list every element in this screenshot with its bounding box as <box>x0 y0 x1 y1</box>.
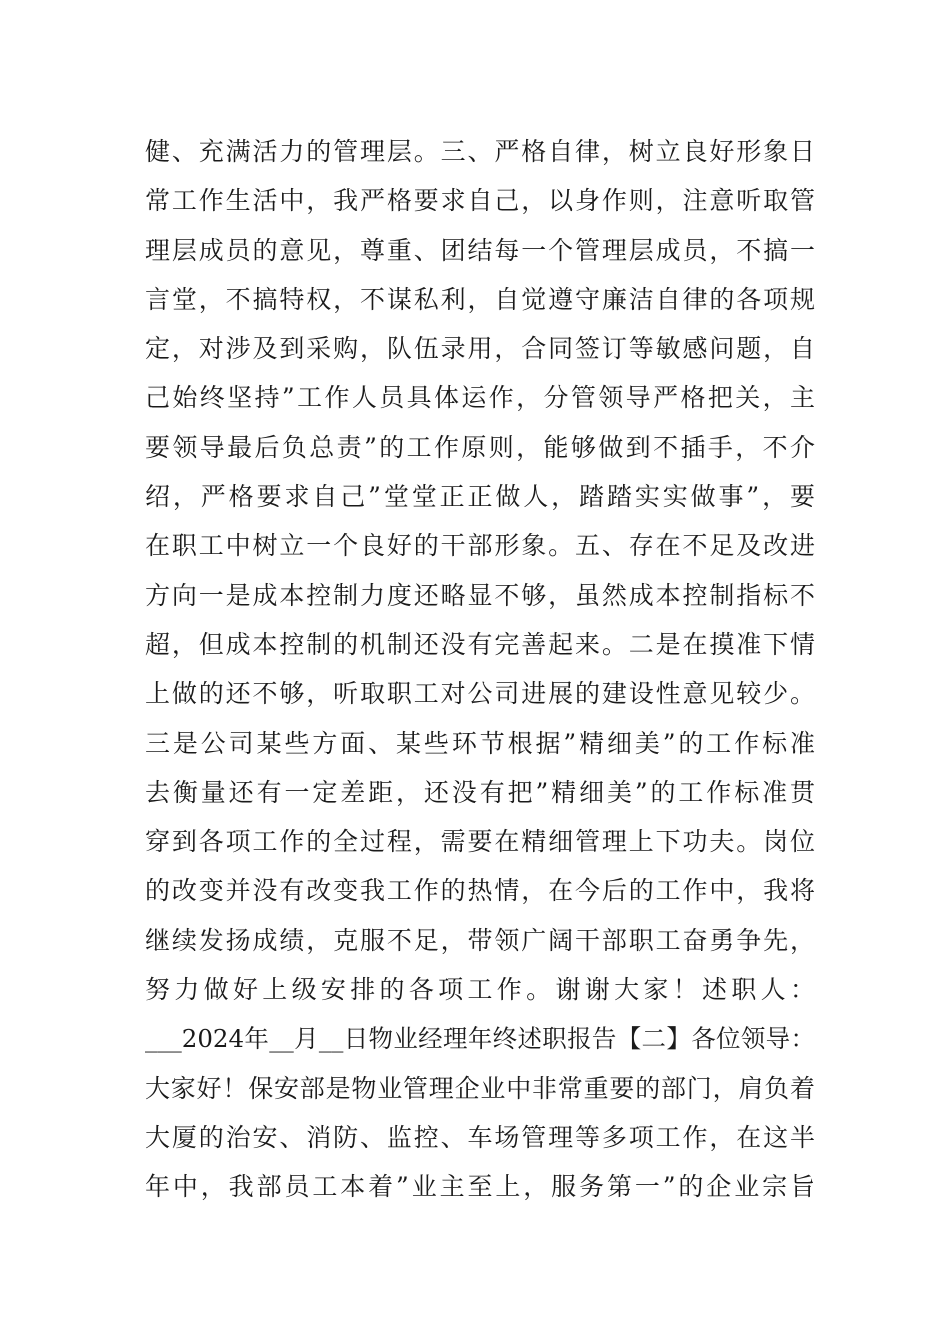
text-line: 要领导最后负总责”的工作原则，能够做到不插手，不介 <box>145 432 815 462</box>
text-line: 的改变并没有改变我工作的热情，在今后的工作中，我将 <box>145 876 815 906</box>
text-line: 常工作生活中，我严格要求自己，以身作则，注意听取管 <box>145 186 815 216</box>
text-line: 己始终坚持”工作人员具体运作，分管领导严格把关，主 <box>145 383 815 413</box>
text-line: 三是公司某些方面、某些环节根据”精细美”的工作标准 <box>145 728 815 758</box>
text-line: 大厦的治安、消防、监控、车场管理等多项工作，在这半 <box>145 1122 815 1152</box>
text-line: 绍，严格要求自己”堂堂正正做人，踏踏实实做事”，要 <box>145 482 815 512</box>
text-line: 穿到各项工作的全过程，需要在精细管理上下功夫。岗位 <box>145 827 815 857</box>
text-line: 努力做好上级安排的各项工作。谢谢大家！述职人： <box>145 975 815 1005</box>
text-line: 健、充满活力的管理层。三、严格自律，树立良好形象日 <box>145 137 815 166</box>
text-line: 在职工中树立一个良好的干部形象。五、存在不足及改进 <box>145 531 815 561</box>
text-line: 方向一是成本控制力度还略显不够，虽然成本控制指标不 <box>145 580 815 610</box>
body-text <box>145 127 815 1212</box>
text-line: 年中，我部员工本着”业主至上，服务第一”的企业宗旨 <box>145 1172 815 1202</box>
text-line: 大家好！保安部是物业管理企业中非常重要的部门，肩负着 <box>145 1073 815 1103</box>
text-line: 继续发扬成绩，克服不足，带领广阔干部职工奋勇争先， <box>145 925 815 955</box>
text-line: 上做的还不够，听取职工对公司进展的建设性意见较少。 <box>145 679 815 709</box>
text-line: 定，对涉及到采购，队伍录用，合同签订等敏感问题，自 <box>145 334 815 364</box>
text-line: 言堂，不搞特权，不谋私利，自觉遵守廉洁自律的各项规 <box>145 284 815 314</box>
text-line: 理层成员的意见，尊重、团结每一个管理层成员，不搞一 <box>145 235 815 265</box>
text-line: ___2024年__月__日物业经理年终述职报告【二】各位领导： <box>145 1024 815 1054</box>
text-line: 超，但成本控制的机制还没有完善起来。二是在摸准下情 <box>145 629 815 659</box>
text-line: 去衡量还有一定差距，还没有把”精细美”的工作标准贯 <box>145 777 815 807</box>
